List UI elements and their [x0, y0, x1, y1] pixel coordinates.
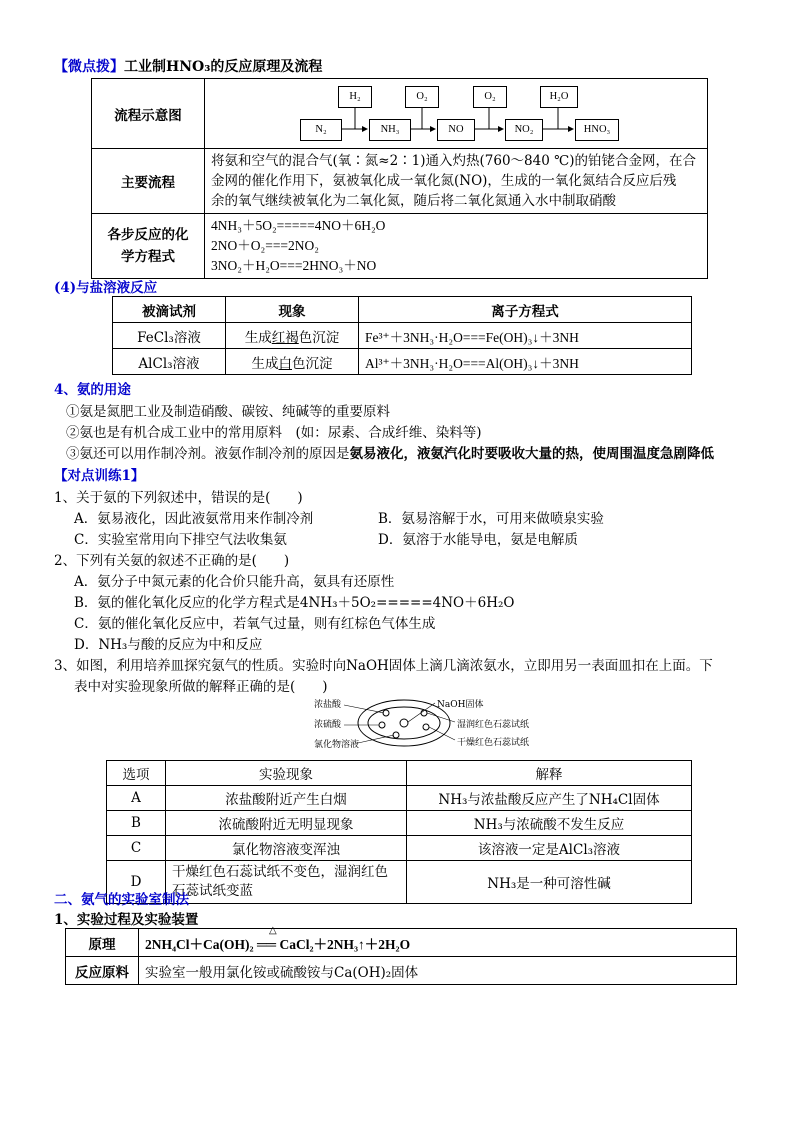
reagent-fecl3: FeCl₃溶液 [113, 323, 226, 349]
col-phenomenon: 实验现象 [166, 761, 407, 786]
flow-input-o2-2: O₂ [473, 86, 507, 108]
q2-option-c: C．氨的催化氧化反应中，若氧气过量，则有红棕色气体生成 [74, 616, 436, 632]
flow-input-o2-1: O₂ [405, 86, 439, 108]
flow-label: 流程示意图 [92, 79, 205, 149]
col-explanation: 解释 [407, 761, 692, 786]
lab-prep-subheading: 1、实验过程及实验装置 [54, 912, 199, 928]
equations-label-1: 各步反应的化 [107, 227, 189, 243]
equations-label-2: 学方程式 [121, 249, 175, 265]
heat-condition: △ [269, 925, 277, 936]
flow-input-h2: H₂ [338, 86, 372, 108]
use-item-3: ③氨还可以用作制冷剂。液氨作制冷剂的原因是氨易液化，液氨汽化时要吸收大量的热，使周围温度急剧降低 [66, 446, 714, 462]
flow-node-no2: NO₂ [505, 119, 543, 141]
q1-option-a: A．氨易液化，因此液氨常用来作制冷剂 [74, 511, 314, 527]
question-3-line-1: 3、如图，利用培养皿探究氨气的性质。实验时向NaOH固体上滴几滴浓氨水，立即用另一表面皿扣在上面。下 [54, 658, 713, 674]
section-heading-hno3 [54, 56, 322, 76]
table-row: B 浓硫酸附近无明显现象 NH₃与浓硫酸不发生反应 [107, 811, 692, 836]
equation-fe: Fe³⁺＋3NH₃·H₂O===Fe(OH)₃↓＋3NH [359, 323, 692, 349]
table-row: C 氯化物溶液变浑浊 该溶液一定是AlCl₃溶液 [107, 836, 692, 861]
use-item-1: ①氨是氮肥工业及制造硝酸、碳铵、纯碱等的重要原料 [66, 404, 390, 420]
table-row: A 浓盐酸附近产生白烟 NH₃与浓盐酸反应产生了NH₄Cl固体 [107, 786, 692, 811]
materials-label: 反应原料 [66, 957, 139, 985]
fig-label-hcl: 浓盐酸 [314, 700, 342, 710]
hno3-process-table [91, 78, 708, 279]
fig-label-salt-solution: 氯化物溶液 [314, 740, 360, 750]
q1-option-c: C．实验室常用向下排空气法收集氨 [74, 532, 287, 548]
principle-label: 原理 [66, 929, 139, 957]
fig-label-dry-paper: 干燥红色石蕊试纸 [457, 738, 530, 748]
equation-3: 3NO₂＋H₂O===2HNO₃＋NO [211, 258, 377, 273]
main-process-label: 主要流程 [92, 149, 205, 214]
col-option: 选项 [107, 761, 166, 786]
materials-text: 实验室一般用氯化铵或硫酸铵与Ca(OH)₂固体 [139, 957, 737, 985]
main-line-2: 金网的催化作用下，氨被氧化成一氧化氮(NO)，生成的一氧化氮结合反应后残 [211, 173, 677, 189]
petri-dish-figure [300, 695, 530, 755]
lab-prep-table [65, 925, 737, 985]
equation-2: 2NO＋O₂===2NO₂ [211, 238, 319, 253]
main-line-1: 将氨和空气的混合气(氧∶氮≈2∶1)通入灼热(760～840 ℃)的铂铑合金网，在合 [211, 153, 696, 169]
col-phenomenon: 现象 [226, 297, 359, 323]
q3-options-table [106, 760, 692, 904]
fig-label-h2so4: 浓硫酸 [314, 720, 342, 730]
q1-option-d: D．氨溶于水能导电，氨是电解质 [378, 532, 578, 548]
salt-reaction-heading: (4)与盐溶液反应 [54, 280, 158, 296]
question-1: 1、关于氨的下列叙述中，错误的是( ) [54, 490, 303, 506]
equation-1: 4NH₃＋5O₂=====4NO＋6H₂O [211, 218, 386, 233]
phenomenon-al: 生成白色沉淀 [226, 349, 359, 375]
flow-node-hno3: HNO₃ [575, 119, 619, 141]
flow-node-no: NO [437, 119, 475, 141]
flow-diagram-cell [205, 79, 708, 149]
principle-equation: △ 2NH₄Cl＋Ca(OH)₂ ══ CaCl₂＋2NH₃↑＋2H₂O [139, 929, 737, 957]
uses-heading: 4、氨的用途 [54, 382, 131, 398]
flow-node-n2: N₂ [300, 119, 342, 141]
table-row: D 干燥红色石蕊试纸不变色，湿润红色石蕊试纸变蓝 NH₃是一种可溶性碱 [107, 861, 692, 904]
q1-option-b: B．氨易溶解于水，可用来做喷泉实验 [378, 511, 604, 527]
section-title: 工业制HNO₃的反应原理及流程 [124, 59, 323, 75]
main-process-text [205, 149, 708, 214]
phenomenon-fe: 生成红褐色沉淀 [226, 323, 359, 349]
flow-input-h2o: H₂O [540, 86, 578, 108]
question-3-line-2: 表中对实验现象所做的解释正确的是( ) [74, 679, 328, 695]
fig-label-wet-paper: 湿润红色石蕊试纸 [457, 720, 530, 730]
q2-option-a: A．氨分子中氮元素的化合价只能升高，氨具有还原性 [74, 574, 395, 590]
col-reagent: 被滴试剂 [113, 297, 226, 323]
tip-tag: 【微点拨】 [54, 59, 124, 75]
reagent-alcl3: AlCl₃溶液 [113, 349, 226, 375]
practice-heading: 【对点训练1】 [54, 468, 145, 484]
q2-option-b: B．氨的催化氧化反应的化学方程式是4NH₃＋5O₂=====4NO＋6H₂O [74, 595, 515, 611]
table-row [113, 349, 692, 375]
flow-node-nh3: NH₃ [369, 119, 411, 141]
equation-al: Al³⁺＋3NH₃·H₂O===Al(OH)₃↓＋3NH [359, 349, 692, 375]
q2-option-d: D．NH₃与酸的反应为中和反应 [74, 637, 263, 653]
question-2: 2、下列有关氨的叙述不正确的是( ) [54, 553, 290, 569]
fig-label-naoh: NaOH固体 [437, 700, 484, 710]
equations-cell [205, 214, 708, 279]
use-item-2: ②氨也是有机合成工业中的常用原料 (如：尿素、合成纤维、染料等) [66, 425, 482, 441]
main-line-3: 余的氧气继续被氧化为二氧化氮，随后将二氧化氮通入水中制取硝酸 [211, 193, 616, 209]
lab-prep-heading: 二、氨气的实验室制法 [54, 892, 189, 908]
table-row [113, 323, 692, 349]
equations-label [92, 214, 205, 279]
col-ionic-equation: 离子方程式 [359, 297, 692, 323]
salt-reaction-table [112, 296, 692, 375]
